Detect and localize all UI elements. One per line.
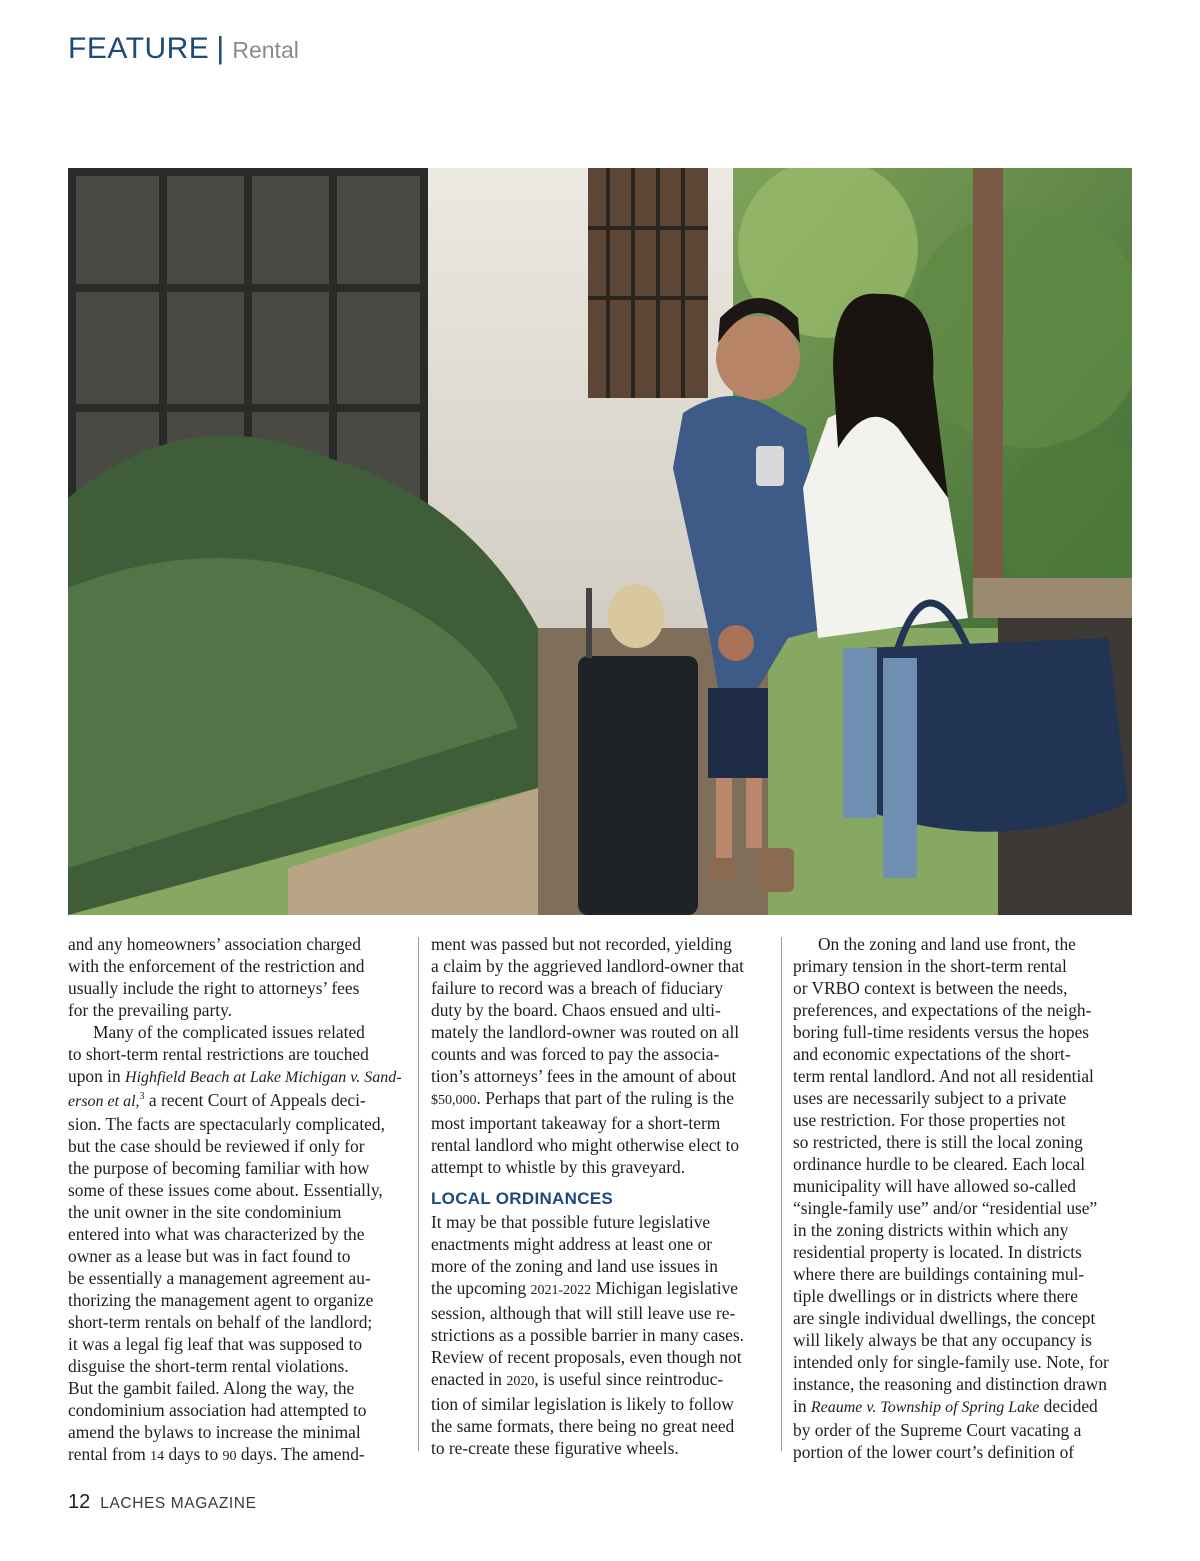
page-header: [68, 30, 299, 78]
text-line: and any homeowners’ association charged: [68, 934, 361, 954]
header-separator: |: [216, 30, 225, 65]
text-line: term rental landlord. And not all residential: [793, 1066, 1094, 1086]
text-span: days to: [164, 1444, 223, 1464]
text-line: mately the landlord-owner was routed on all: [431, 1022, 740, 1042]
text-line: entered into what was characterized by the: [68, 1224, 365, 1244]
text-line: Many of the complicated issues related: [93, 1022, 365, 1042]
text-line: attempt to whistle by this graveyard.: [431, 1157, 686, 1177]
text-span: upon in: [68, 1066, 126, 1086]
text-line: It may be that possible future legislative: [431, 1212, 711, 1232]
text-line: residential property is located. In districts: [793, 1242, 1082, 1262]
text-line: tiple dwellings or in districts where there: [793, 1286, 1078, 1306]
magazine-name: LACHES MAGAZINE: [100, 1495, 257, 1512]
text-line: portion of the lower court’s definition of: [793, 1442, 1075, 1462]
text-line: Review of recent proposals, even though not: [431, 1347, 742, 1367]
text-line: municipality will have allowed so-called: [793, 1176, 1076, 1196]
section-title: FEATURE: [68, 32, 210, 65]
text-line: ordinance hurdle to be cleared. Each local: [793, 1154, 1086, 1174]
text-line: for the prevailing party.: [68, 1000, 233, 1020]
text-line: but the case should be reviewed if only for: [68, 1136, 365, 1156]
text-line: where there are buildings containing mul-: [793, 1264, 1085, 1284]
text-line: sion. The facts are spectacularly complicated,: [68, 1114, 385, 1134]
number: 14: [150, 1449, 165, 1464]
text-line: tion of similar legislation is likely to follow: [431, 1394, 734, 1414]
text-line: so restricted, there is still the local zoning: [793, 1132, 1083, 1152]
text-line: usually include the right to attorneys’ fees: [68, 978, 360, 998]
text-span: Michigan legislative: [591, 1278, 738, 1298]
case-citation: Highfield Beach at Lake Michigan v. Sand-: [125, 1069, 402, 1086]
text-line: the unit owner in the site condominium: [68, 1202, 342, 1222]
text-line: primary tension in the short-term rental: [793, 956, 1067, 976]
text-line: thorizing the management agent to organize: [68, 1290, 374, 1310]
text-line: strictions as a possible barrier in many cases.: [431, 1325, 744, 1345]
text-line: [68, 1089, 406, 1113]
text-line: and economic expectations of the short-: [793, 1044, 1071, 1064]
text-line: condominium association had attempted to: [68, 1400, 367, 1420]
text-line: [431, 1368, 771, 1393]
text-line: some of these issues come about. Essentially,: [68, 1180, 383, 1200]
text-line: to short-term rental restrictions are touched: [68, 1044, 369, 1064]
text-line: uses are necessarily subject to a private: [793, 1088, 1067, 1108]
text-line: short-term rentals on behalf of the landlord;: [68, 1312, 373, 1332]
text-line: [793, 1395, 1133, 1419]
text-span: the upcoming: [431, 1278, 531, 1298]
number: 2020: [506, 1374, 535, 1389]
feature-photo: [68, 168, 1132, 915]
text-span: a recent Court of Appeals deci-: [144, 1090, 366, 1110]
text-span: in: [793, 1396, 811, 1416]
text-line: with the enforcement of the restriction and: [68, 956, 365, 976]
column-divider: [418, 937, 419, 1451]
text-line: or VRBO context is between the needs,: [793, 978, 1068, 998]
text-line: the purpose of becoming familiar with how: [68, 1158, 370, 1178]
text-line: will likely always be that any occupancy is: [793, 1330, 1092, 1350]
text-line: are single individual dwellings, the concept: [793, 1308, 1096, 1328]
text-span: , is useful since reintroduc-: [534, 1369, 724, 1389]
footnote-marker: 3: [139, 1091, 145, 1103]
text-line: use restriction. For those properties not: [793, 1110, 1066, 1130]
article-column-2: [431, 933, 771, 1459]
text-line: to re-create these figurative wheels.: [431, 1438, 679, 1458]
text-line: failure to record was a breach of fiduciary: [431, 978, 724, 998]
text-line: most important takeaway for a short-term: [431, 1113, 721, 1133]
text-line: enactments might address at least one or: [431, 1234, 713, 1254]
text-line: [68, 1065, 406, 1089]
text-line: boring full-time residents versus the hopes: [793, 1022, 1090, 1042]
text-line: be essentially a management agreement au-: [68, 1268, 371, 1288]
article-column-3: [793, 933, 1133, 1463]
text-line: the same formats, there being no great need: [431, 1416, 735, 1436]
text-line: by order of the Supreme Court vacating a: [793, 1420, 1082, 1440]
text-line: [68, 1443, 406, 1468]
text-span: decided: [1039, 1396, 1098, 1416]
text-line: it was a legal fig leaf that was supposed to: [68, 1334, 363, 1354]
text-span: days. The amend-: [236, 1444, 365, 1464]
text-line: session, although that will still leave use re-: [431, 1303, 736, 1323]
text-line: amend the bylaws to increase the minimal: [68, 1422, 361, 1442]
text-line: counts and was forced to pay the associa-: [431, 1044, 720, 1064]
amount: $50,000: [431, 1093, 477, 1108]
text-line: tion’s attorneys’ fees in the amount of about: [431, 1066, 737, 1086]
text-line: rental landlord who might otherwise elect to: [431, 1135, 740, 1155]
case-citation: erson et al,: [68, 1093, 140, 1110]
text-line: intended only for single-family use. Note, for: [793, 1352, 1109, 1372]
section-subtitle: Rental: [232, 37, 299, 63]
text-line: in the zoning districts within which any: [793, 1220, 1069, 1240]
article-column-1: [68, 933, 406, 1468]
text-line: On the zoning and land use front, the: [818, 934, 1076, 954]
text-line: more of the zoning and land use issues in: [431, 1256, 718, 1276]
text-span: enacted in: [431, 1369, 507, 1389]
page-number: 12: [68, 1491, 91, 1513]
text-line: duty by the board. Chaos ensued and ulti-: [431, 1000, 721, 1020]
text-span: rental from: [68, 1444, 151, 1464]
photo-icon: [68, 168, 1132, 915]
text-line: owner as a lease but was in fact found to: [68, 1246, 351, 1266]
text-line: [431, 1277, 771, 1302]
section-subheading: LOCAL ORDINANCES: [431, 1189, 614, 1208]
number: 90: [222, 1449, 237, 1464]
text-line: preferences, and expectations of the neigh-: [793, 1000, 1092, 1020]
text-line: But the gambit failed. Along the way, the: [68, 1378, 355, 1398]
text-span: . Perhaps that part of the ruling is the: [476, 1088, 734, 1108]
text-line: “single-family use” and/or “residential use”: [793, 1198, 1098, 1218]
case-citation: Reaume v. Township of Spring Lake: [810, 1399, 1040, 1416]
text-line: ment was passed but not recorded, yielding: [431, 934, 732, 954]
text-line: a claim by the aggrieved landlord-owner that: [431, 956, 744, 976]
page-footer: [68, 1491, 257, 1514]
text-line: [431, 1087, 771, 1112]
text-line: disguise the short-term rental violations.: [68, 1356, 349, 1376]
column-divider: [781, 937, 782, 1451]
number: 2021-2022: [530, 1283, 592, 1298]
text-line: instance, the reasoning and distinction drawn: [793, 1374, 1107, 1394]
